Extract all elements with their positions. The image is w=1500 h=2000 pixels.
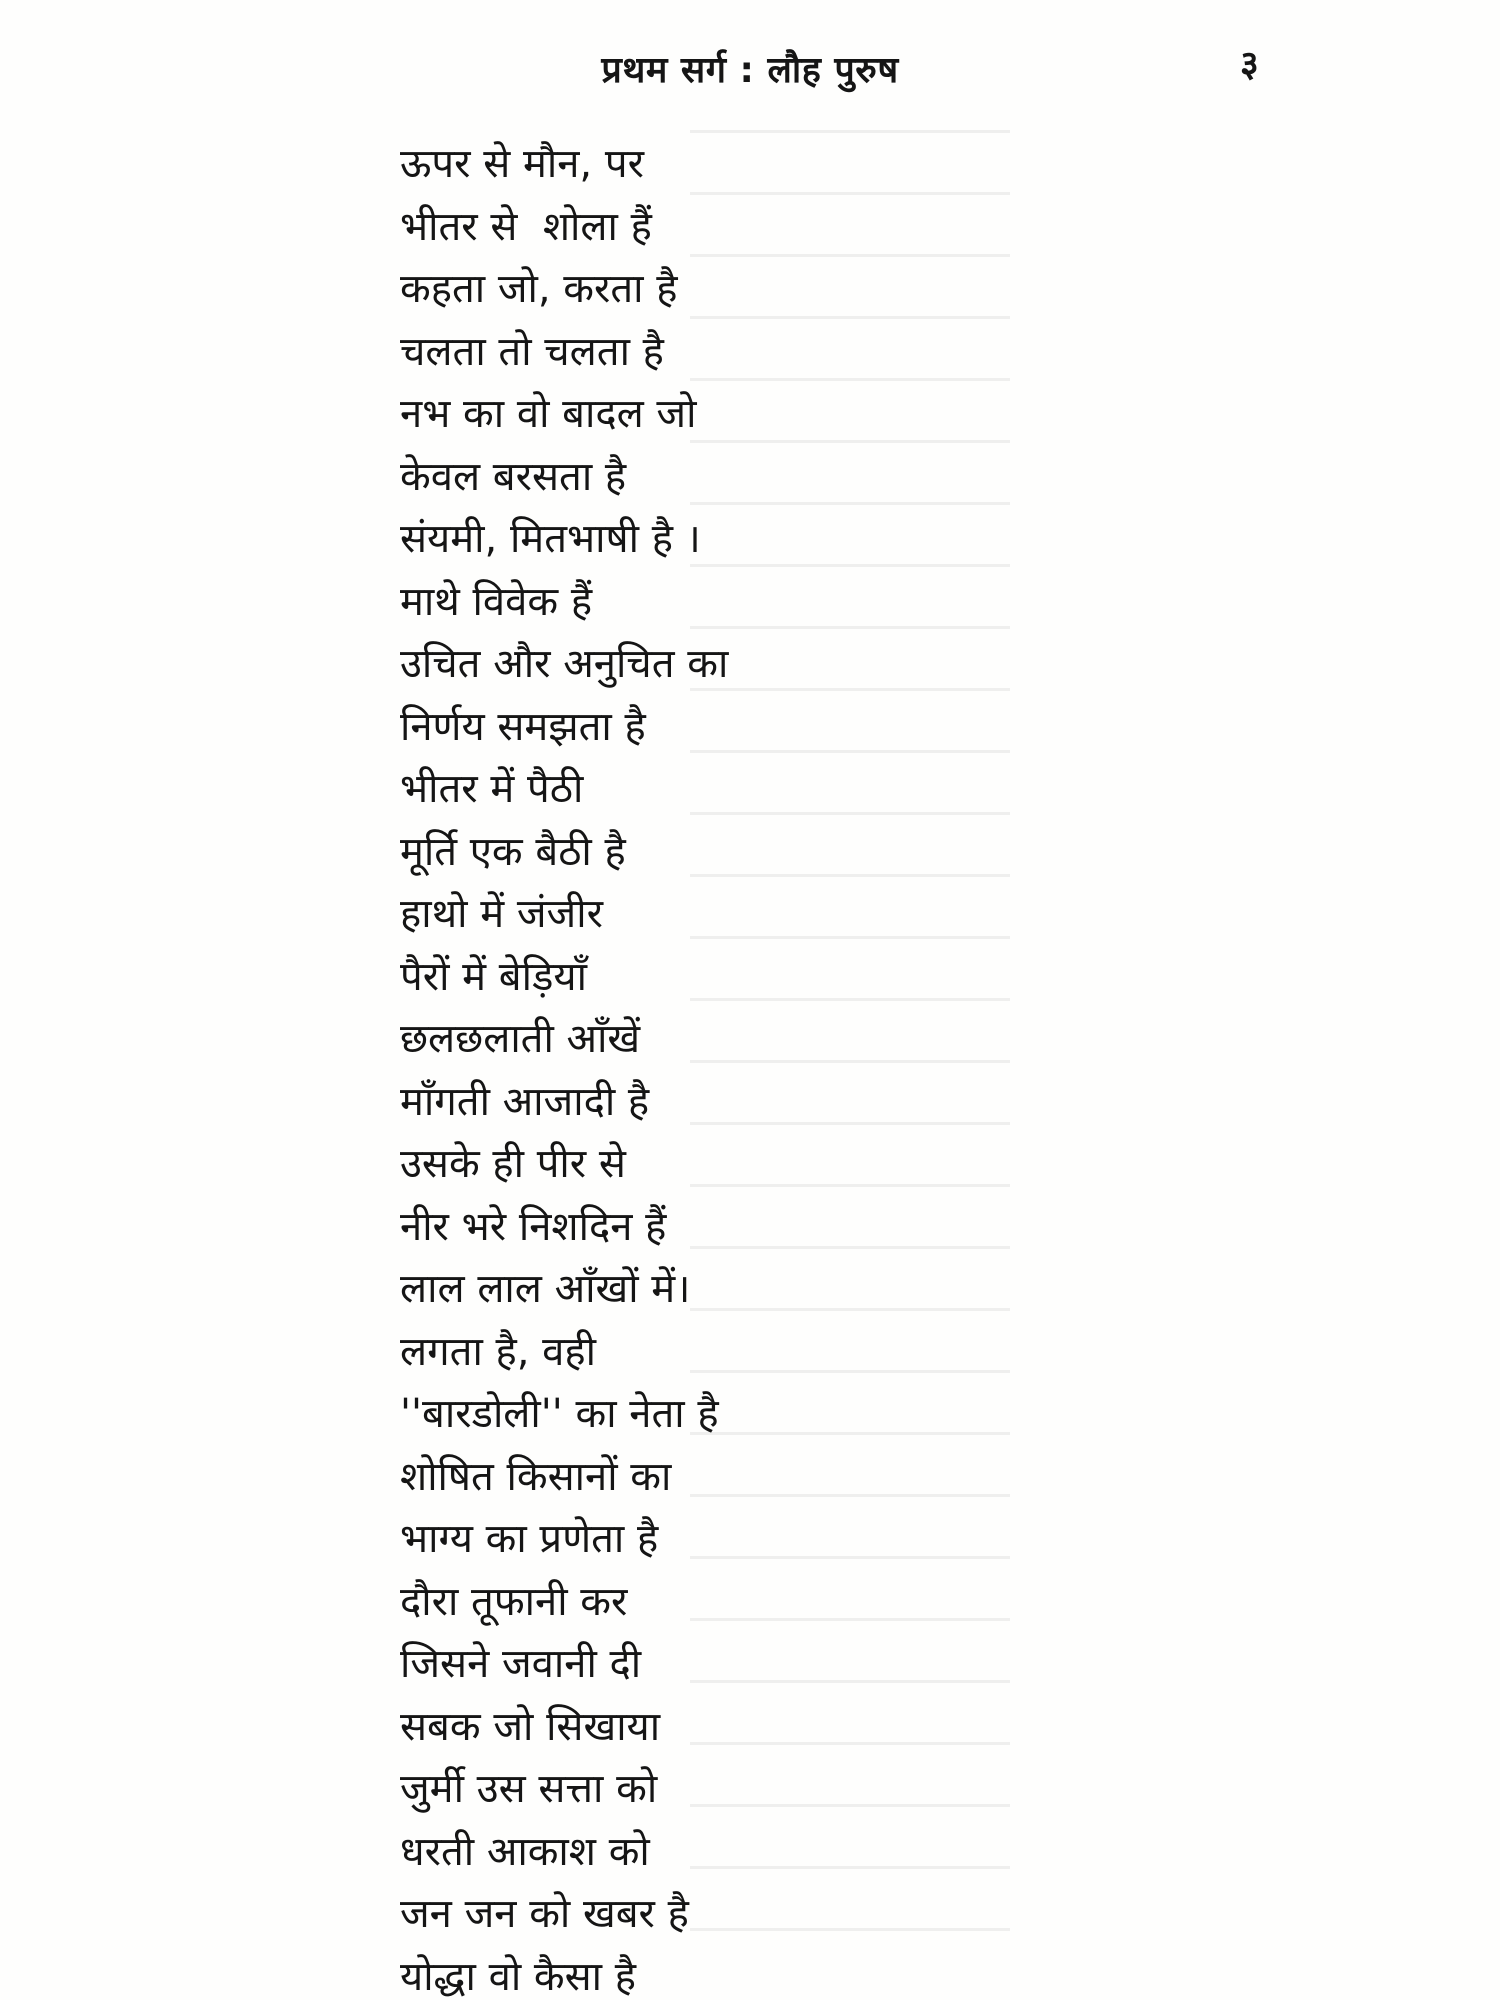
poem-line: जिसने जवानी दी [400, 1641, 642, 1687]
poem-line: लाल लाल आँखों में। [400, 1266, 691, 1312]
poem-line: कहता जो, करता है [400, 266, 678, 312]
poem-line: संयमी, मितभाषी है । [400, 516, 701, 562]
poem-line: माथे विवेक हैं [400, 578, 593, 625]
poem-line: ऊपर से मौन, पर [400, 141, 644, 187]
poem-line: भीतर में पैठी [400, 766, 584, 812]
chapter-title: प्रथम सर्ग : लौह पुरुष [601, 50, 899, 91]
poem-line: नीर भरे निशदिन हैं [400, 1203, 667, 1250]
poem-line: योद्धा वो कैसा है [400, 1953, 636, 2000]
poem-line: जन जन को खबर है [400, 1891, 689, 1937]
poem-line: शोषित किसानों का [400, 1453, 672, 1500]
poem-line: लगता है, वही [400, 1328, 597, 1375]
poem-line: जुर्मी उस सत्ता को [400, 1766, 658, 1812]
poem-line: केवल बरसता है [400, 453, 627, 500]
poem-line: माँगती आजादी है [400, 1078, 650, 1125]
poem-line: चलता तो चलता है [400, 328, 664, 375]
poem-line: निर्णय समझता है [400, 703, 646, 750]
poem-line: ''बारडोली'' का नेता है [400, 1391, 719, 1437]
poem-line: सबक जो सिखाया [400, 1703, 661, 1750]
poem-line: दौरा तूफानी कर [400, 1578, 628, 1625]
page-number: ३ [1240, 44, 1259, 85]
poem-line: छलछलाती आँखें [400, 1016, 641, 1062]
poem-line: हाथो में जंजीर [400, 891, 603, 937]
poem-line: मूर्ति एक बैठी है [400, 828, 626, 875]
poem-line: भीतर से शोला हैं [400, 203, 652, 250]
poem-line: धरती आकाश को [400, 1828, 650, 1875]
poem-line: पैरों में बेड़ियाँ [400, 953, 587, 1000]
bleed-through-text [690, 130, 1010, 1990]
poem-line: उचित और अनुचित का [400, 641, 729, 687]
poem-line: भाग्य का प्रणेता है [400, 1516, 659, 1562]
poem-line: नभ का वो बादल जो [400, 391, 697, 437]
poem-line: उसके ही पीर से [400, 1141, 626, 1187]
poem-body [400, 133, 728, 2000]
